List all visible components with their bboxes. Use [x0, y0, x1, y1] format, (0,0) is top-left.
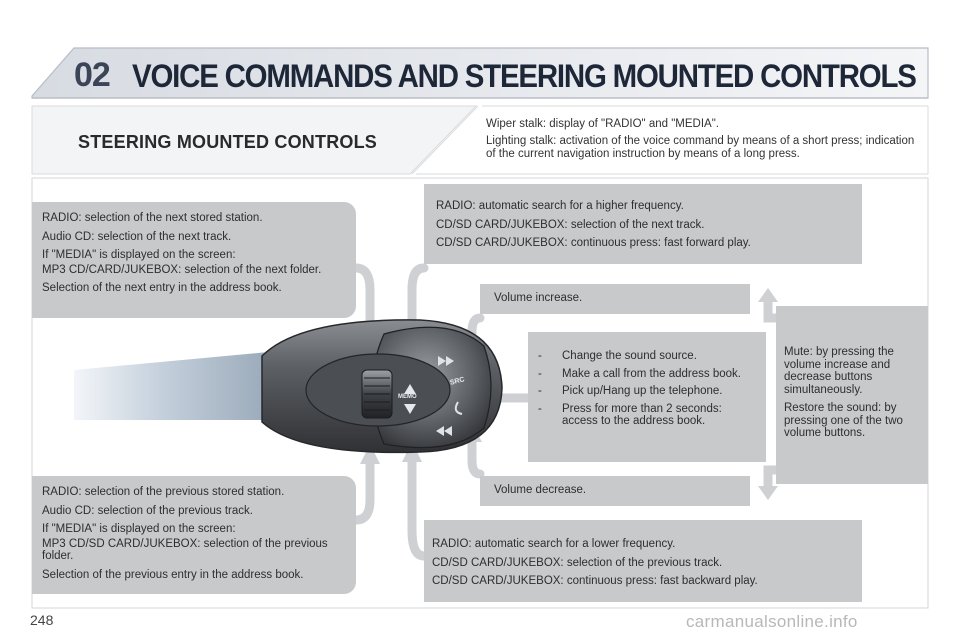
watermark: carmanualsonline.info — [686, 612, 858, 631]
src-label: SRC — [449, 376, 466, 387]
source-button-box — [528, 332, 766, 462]
list-item — [538, 368, 756, 381]
box-line: CD/SD CARD/JUKEBOX: continuous press: fast backward play. — [432, 575, 758, 587]
volume-increase-box: Volume increase. — [480, 284, 750, 314]
list-text: Change the sound source. — [562, 350, 697, 362]
intro-text — [486, 118, 926, 165]
previous-station-box — [32, 476, 356, 594]
intro-lighting-stalk: Lighting stalk: activation of the voice command by means of a short press; indication of the current navigation instruction by means of a long press. — [486, 135, 915, 160]
memo-label: MEMO — [398, 394, 417, 400]
list-text: Press for more than 2 seconds: access to the address book. — [562, 402, 722, 427]
box-line: Selection of the previous entry in the address book. — [42, 568, 304, 581]
next-station-box — [32, 202, 356, 318]
box-line: CD/SD CARD/JUKEBOX: selection of the next track. — [436, 218, 705, 231]
page-title: VOICE COMMANDS AND STEERING MOUNTED CONTROLS — [132, 58, 916, 94]
box-line: RADIO: selection of the previous stored station. — [42, 486, 285, 498]
intro-wiper-stalk: Wiper stalk: display of "RADIO" and "MEDIA". — [486, 118, 719, 130]
chapter-number: 02 — [74, 56, 110, 94]
list-item — [538, 403, 756, 428]
page-number: 248 — [30, 612, 54, 628]
box-line: CD/SD CARD/JUKEBOX: selection of the previous track. — [432, 556, 723, 569]
list-dash: - — [538, 385, 542, 397]
source-button-list — [538, 350, 756, 428]
box-line: CD/SD CARD/JUKEBOX: continuous press: fast forward play. — [436, 237, 751, 249]
box-line: Audio CD: selection of the previous track. — [42, 504, 253, 517]
box-line: If "MEDIA" is displayed on the screen: — [42, 523, 236, 535]
box-line: RADIO: automatic search for a higher frequency. — [436, 200, 684, 212]
box-line: RADIO: selection of the next stored station. — [42, 212, 263, 224]
box-line: If "MEDIA" is displayed on the screen: — [42, 249, 236, 261]
volume-decrease-box: Volume decrease. — [480, 476, 750, 506]
list-item — [538, 385, 756, 398]
box-line: Selection of the next entry in the address book. — [42, 282, 282, 294]
mute-box — [776, 306, 928, 484]
list-text: Make a call from the address book. — [562, 367, 741, 380]
list-item — [538, 350, 756, 363]
box-line: RADIO: automatic search for a lower frequency. — [432, 538, 676, 550]
box-line: Mute: by pressing the volume increase and decrease buttons simultaneously. — [784, 346, 894, 396]
box-line: MP3 CD/CARD/JUKEBOX: selection of the next folder. — [42, 263, 322, 276]
list-dash: - — [538, 350, 542, 362]
box-line: MP3 CD/SD CARD/JUKEBOX: selection of the previous folder. — [42, 537, 328, 562]
box-line: Restore the sound: by pressing one of the two volume buttons. — [784, 402, 903, 439]
lower-frequency-box — [424, 520, 862, 602]
list-dash: - — [538, 402, 542, 415]
list-text: Pick up/Hang up the telephone. — [562, 385, 723, 397]
box-line: Audio CD: selection of the next track. — [42, 230, 232, 243]
higher-frequency-box — [424, 184, 862, 264]
list-dash: - — [538, 367, 542, 380]
section-title: STEERING MOUNTED CONTROLS — [78, 132, 378, 152]
